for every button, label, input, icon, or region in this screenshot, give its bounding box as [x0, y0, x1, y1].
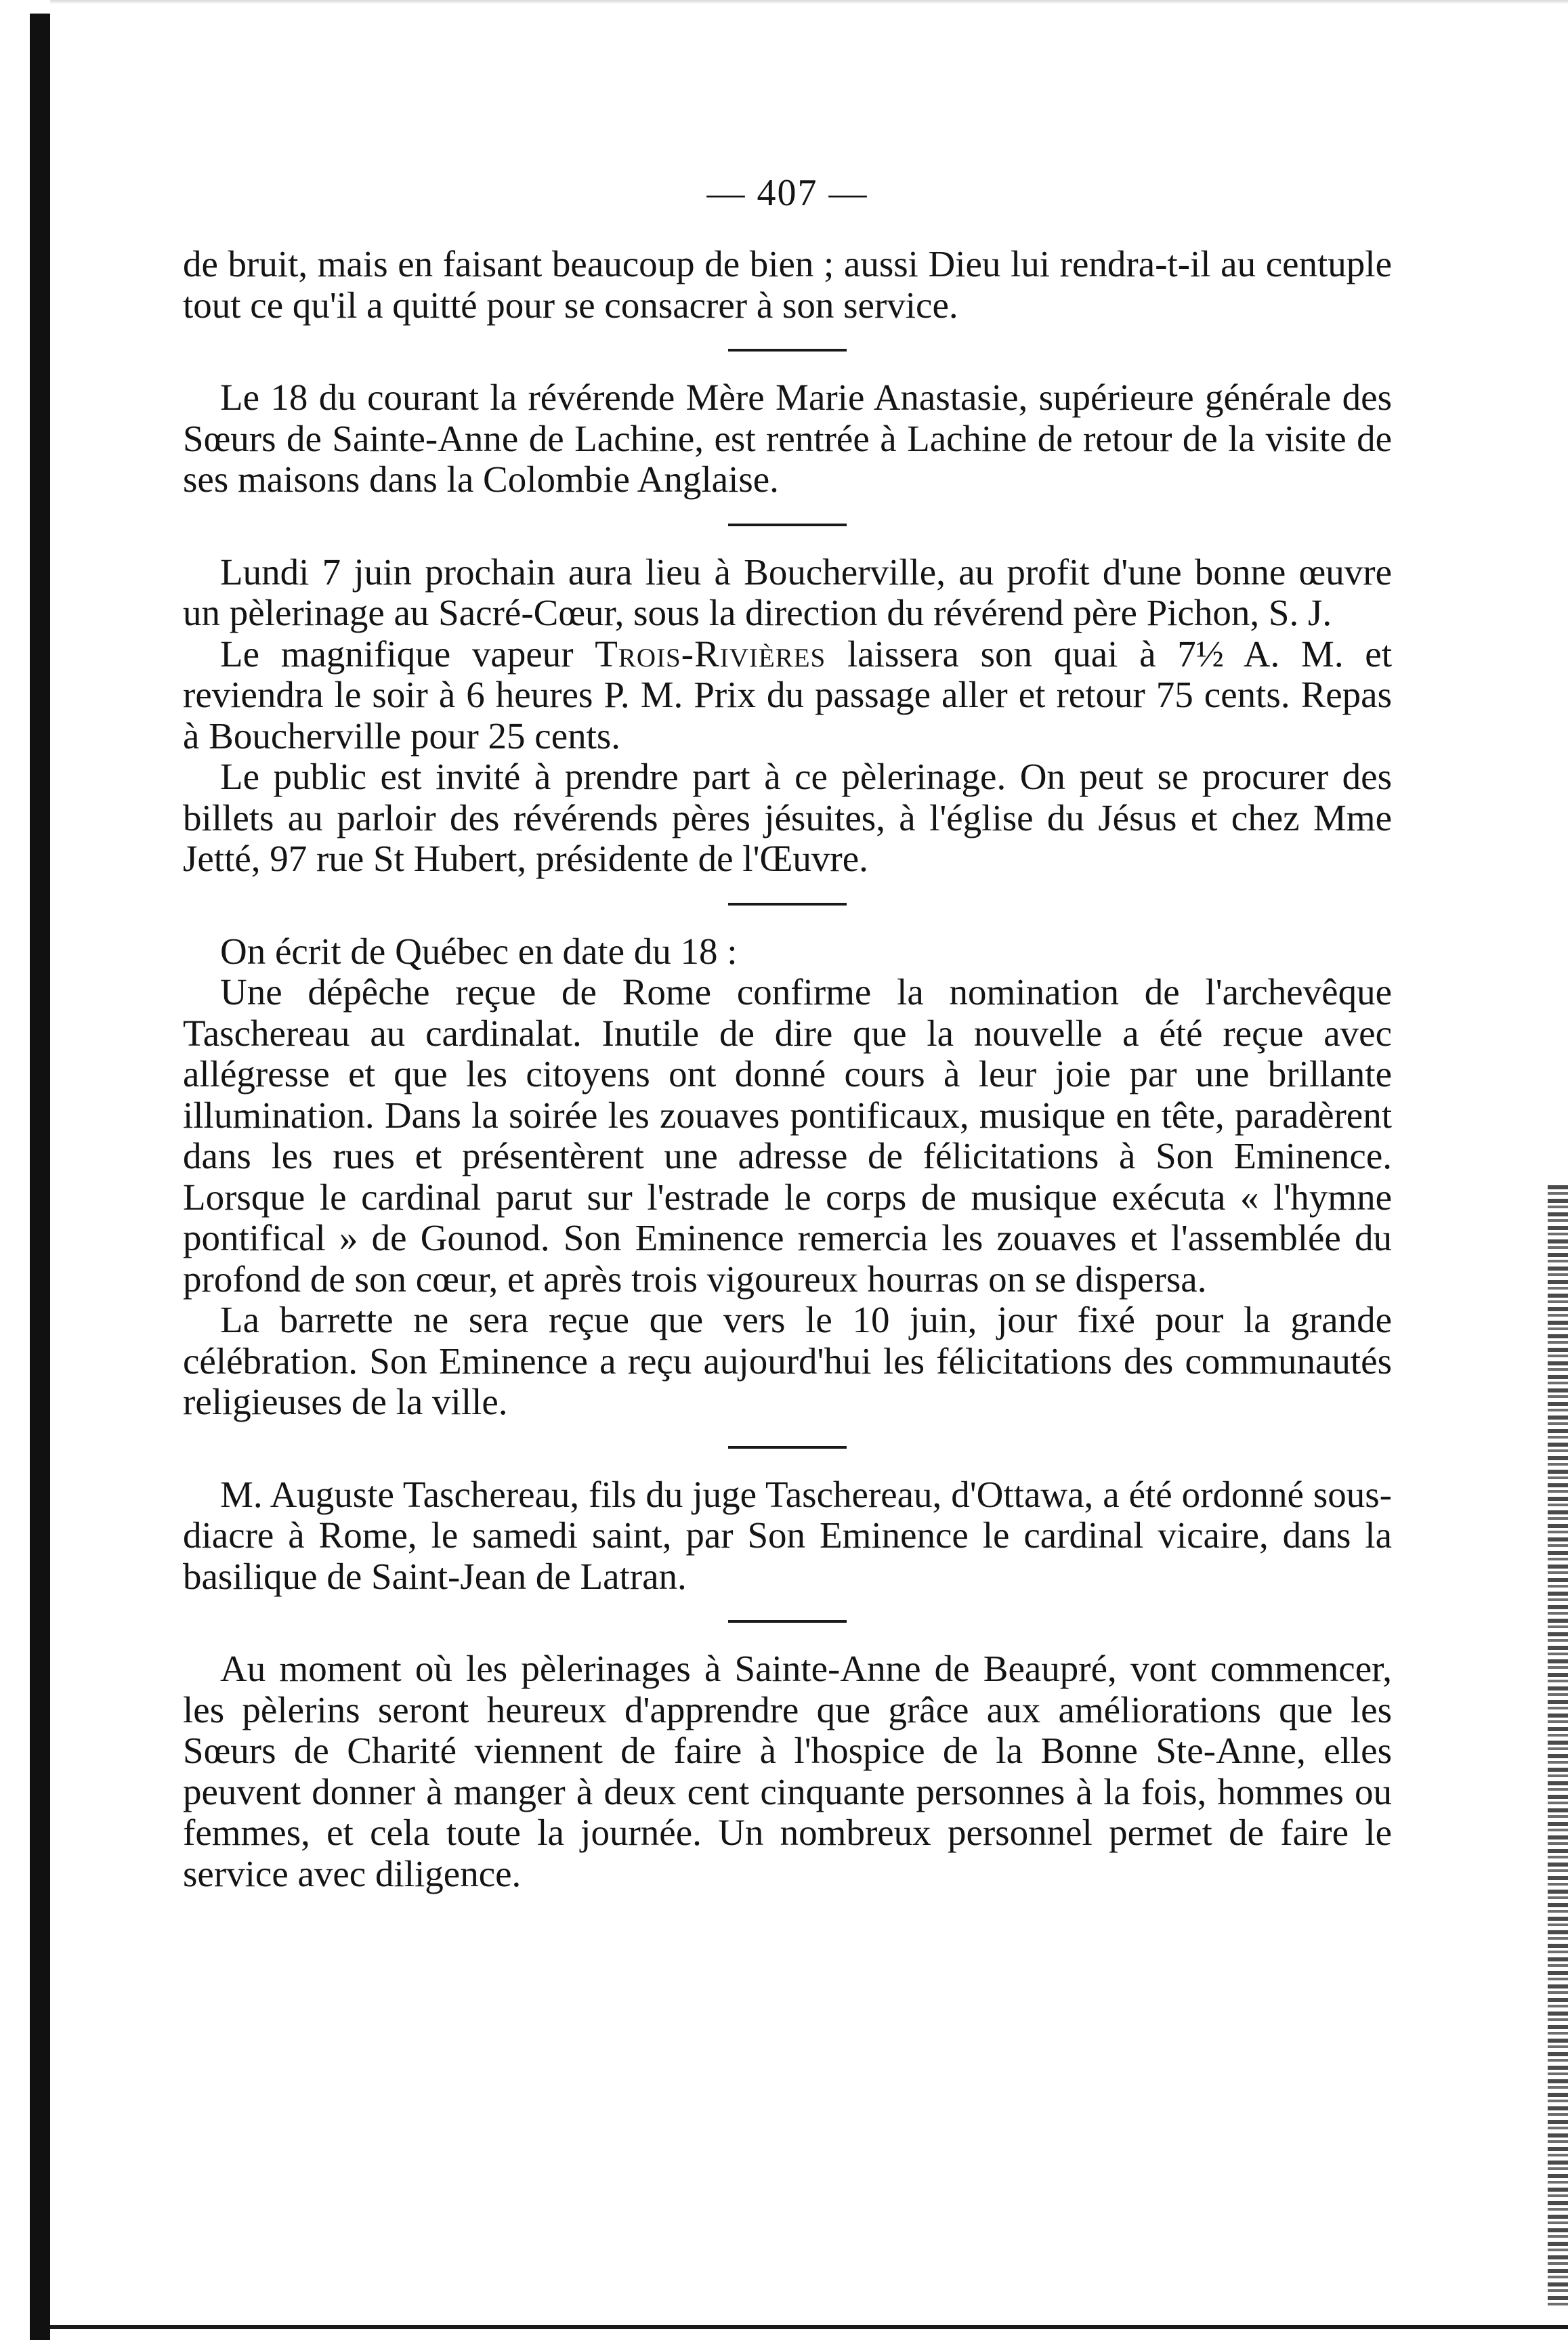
paragraph-continuation: de bruit, mais en faisant beaucoup de bien ; aussi Dieu lui rendra-t-il au centuple tout ce qu'il a quitté pour se consacrer à son service.: [183, 243, 1392, 326]
scan-bottom-edge: [50, 2325, 1568, 2329]
scan-top-edge: [50, 0, 1568, 4]
paragraph-sainte-anne-beaupre: Au moment où les pèlerinages à Sainte-Anne de Beaupré, vont commencer, les pèlerins seront heureux d'apprendre que grâce aux améliorations que les Sœurs de Charité viennent de faire à l'hospice de la Bonne Ste-Anne, elles peuvent donner à manger à deux cent cinquante personnes à la fois, hommes ou femmes, et cela toute la journée. Un nombreux personnel permet de faire le service avec diligence.: [183, 1648, 1392, 1894]
ship-name: Trois-Rivières: [595, 633, 826, 675]
vapeur-text-start: Le magnifique vapeur: [220, 633, 595, 675]
paragraph-barrette: La barrette ne sera reçue que vers le 10 juin, jour fixé pour la grande célébration. Son Eminence a reçu aujourd'hui les félicitations des communautés religieuses de la ville.: [183, 1299, 1392, 1422]
scan-right-edge: [1548, 1185, 1568, 2310]
paragraph-mere-anastasie: Le 18 du courant la révérende Mère Marie Anastasie, supérieure générale des Sœurs de Sainte-Anne de Lachine, est rentrée à Lachine de retour de la visite de ses maisons dans la Colombie Anglaise.: [183, 377, 1392, 500]
section-divider: [728, 903, 847, 906]
section-divider: [728, 524, 847, 526]
paragraph-cardinalat: Une dépêche reçue de Rome confirme la nomination de l'archevêque Taschereau au cardinalat. Inutile de dire que la nouvelle a été reçue avec allégresse et que les citoyens ont donné cours à leur joie par une brillante illumination. Dans la soirée les zouaves pontificaux, musique en tête, paradèrent dans les rues et présentèrent une adresse de félicitations à Son Eminence. Lorsque le cardinal parut sur l'estrade le corps de musique exécuta « l'hymne pontifical » de Gounod. Son Eminence remercia les zouaves et l'assemblée du profond de son cœur, et après trois vigoureux hourras on se dispersa.: [183, 971, 1392, 1300]
paragraph-vapeur: [183, 634, 1392, 757]
paragraph-auguste-taschereau: M. Auguste Taschereau, fils du juge Taschereau, d'Ottawa, a été ordonné sous-diacre à Rome, le samedi saint, par Son Eminence le cardinal vicaire, dans la basilique de Saint-Jean de Latran.: [183, 1473, 1392, 1597]
scan-left-edge: [30, 14, 50, 2340]
paragraph-billets: Le public est invité à prendre part à ce pèlerinage. On peut se procurer des billets au parloir des révérends pères jésuites, à l'église du Jésus et chez Mme Jetté, 97 rue St Hubert, présidente de l'Œuvre.: [183, 756, 1392, 879]
section-divider: [728, 349, 847, 352]
paragraph-pelerinage-announcement: Lundi 7 juin prochain aura lieu à Boucherville, au profit d'une bonne œuvre un pèlerinage au Sacré-Cœur, sous la direction du révérend père Pichon, S. J.: [183, 551, 1392, 633]
paragraph-quebec-dateline: On écrit de Québec en date du 18 :: [220, 930, 738, 972]
page-number: — 407 —: [706, 172, 868, 214]
vapeur-text-end: laissera son quai à 7½ A. M. et reviendra le soir à 6 heures P. M. Prix du passage aller et retour 75 cents. Repas à Boucherville pour 25 cents.: [183, 633, 1392, 757]
page-body: [183, 169, 1392, 1894]
section-divider: [728, 1620, 847, 1623]
section-divider: [728, 1446, 847, 1449]
